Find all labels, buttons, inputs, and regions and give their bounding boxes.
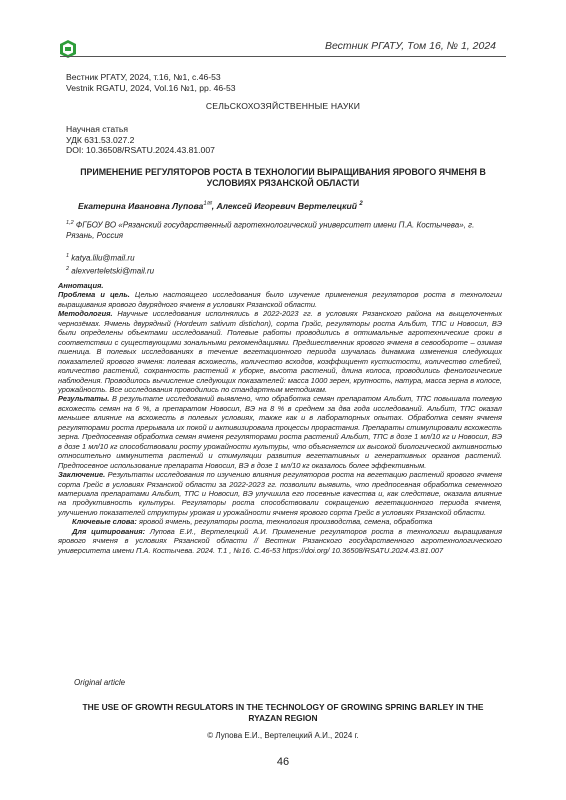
authors [78, 200, 363, 211]
email-item [66, 251, 154, 264]
doi-link[interactable]: DOI: 10.36508/RSATU.2024.43.81.007 [66, 145, 215, 155]
abstract-heading: Аннотация. [58, 281, 104, 290]
section-heading: СЕЛЬСКОХОЗЯЙСТВЕННЫЕ НАУКИ [205, 101, 361, 111]
results-text: В результате исследований выявлено, что обработка семян препаратом Альбит, ТПС повышала полевую всхожесть семян на 6 %, а препаратом Новосил, ВЭ на 8 % в среднем за два года исследований. Альбит, ТПС оказал меньшее влияние на всхожесть в полевых условиях, также как и в лабораторных опытах. Обработка семян ячменя регуляторами роста прерывала их покой и активизировала процессы прорастания. Препараты стимулировали всхожесть зерна. Предпосевная обработка семян ячменя регуляторами роста растений Альбит, ТПС в дозе 1 мл/10 кг и Новосил, ВЭ в дозе 1 мл/10 кг способствовали росту урожайности культуры, что объясняется их высокой биологической активностью относительно иммунитета растений и стимуляции развития вегетативных и генеративных органов растений. Предпосевное использование препарата Новосил, ВЭ в дозе 1 мл/10 кг оказалось более эффективным. [58, 394, 502, 470]
email-link[interactable]: alexverteletski@mail.ru [71, 266, 155, 276]
citation-en: Vestnik RGATU, 2024, Vol.16 №1, pp. 46-53 [66, 83, 236, 93]
goal-label: Проблема и цель. [58, 290, 130, 300]
email-sup: 1 [66, 253, 70, 259]
article-title-ru: ПРИМЕНЕНИЕ РЕГУЛЯТОРОВ РОСТА В ТЕХНОЛОГИИ ВЫРАЩИВАНИЯ ЯРОВОГО ЯЧМЕНЯ В УСЛОВИЯХ РЯЗАНСКОЙ ОБЛАСТИ [80, 167, 486, 188]
keywords-text: яровой ячмень, регуляторы роста, технология производства, семена, обработка [138, 517, 433, 527]
header-divider [60, 56, 506, 57]
cite-label: Для цитирования: [72, 526, 146, 536]
author-name: Алексей Игоревич Вертелецкий [216, 200, 357, 211]
affiliation-text: ФГБОУ ВО «Рязанский государственный агротехнологический университет имени П.А. Костычева», г. Рязань, Россия [66, 220, 475, 241]
methods-text: Научные исследования исполнялись в 2022-2023 гг. в условиях Рязанского района на выщелоченных чернозёмах. Ячмень двурядный (Hordeum sativum distichon), сорта Грэйс, регуляторы роста Альбит, ТПС и Новосил, ВЭ были определены объектами исследований. Полевые работы проводились в оптимальные агротехнические сроки в соответствии с существующими зональными рекомендациями. Предшественник ярового ячменя в севообороте – озимая пшеница. В полевых исследованиях в течение вегетационного периода изучалась динамика изменения следующих показателей ярового ячменя: полевая всхожесть, количество всходов, коэффициент кустистости, количество стеблей, количество растений, сохранность растений к уборке, высота растений, длина колоса, проводились фенологические наблюдения. Проводилось вычисление следующих показателей: масса 1000 зерен, крупность, натура, масса зерна в колосе, урожайность. Все исследования проводились по стандартным методикам. [58, 309, 502, 394]
author-sup: 2 [359, 201, 363, 207]
email-link[interactable]: katya.lilu@mail.ru [71, 253, 135, 263]
affiliation [66, 218, 500, 242]
author-sup: 1✉ [203, 201, 212, 207]
keywords-label: Ключевые слова: [72, 517, 137, 527]
journal-header: Вестник РГАТУ, Том 16, № 1, 2024 [324, 40, 496, 52]
citation-ru: Вестник РГАТУ, 2024, т.16, №1, с.46-53 [66, 72, 221, 82]
conclusion-text: Результаты исследования по изучению влияния регуляторов роста на вегетацию растений ярового ячменя сорта Грейс в условиях Рязанской области за 2022-2023 гг. позволили выявить, что предпосевная обработка семенного материала препаратами Альбит, ТПС и Новосил, ВЭ улучшила его посевные качества и, как следствие, оказала влияние на продуктивность культуры. Регуляторы роста способствовали сокращению вегетационного периода ячменя, улучшению показателей структуры урожая и урожайности ячменя ярового сорта Грейс в условиях Рязанской области. [58, 470, 502, 517]
article-meta [66, 124, 215, 156]
email-item [66, 264, 154, 277]
goal-text: Целью настоящего исследования было изучение применения регуляторов роста в технологии выращивания ярового двурядного ячменя в условиях Рязанской области. [58, 290, 502, 309]
author-separator: , [211, 200, 217, 211]
copyright: © Лупова Е.И., Вертелецкий А.И., 2024 г. [207, 731, 359, 740]
conclusion-label: Заключение. [58, 470, 106, 480]
abstract [58, 281, 502, 555]
cite-text: Лупова Е.И., Вертелецкий А.И. Применение регуляторов роста в технологии выращивания ярового ячменя в условиях Рязанской области // Вестник Рязанского государственного агротехнологического университета имени П.А. Костычева. 2024. Т.1 , №16. С.46-53 https://doi.org/ 10.36508/RSATU.2024.43.81.007 [58, 526, 502, 555]
original-article-label: Original article [74, 678, 126, 687]
affiliation-sup: 1,2 [66, 220, 74, 226]
email-list [66, 251, 154, 276]
results-label: Результаты. [58, 394, 110, 404]
methods-label: Методология. [58, 309, 113, 319]
email-sup: 2 [66, 265, 70, 272]
journal-citation [66, 72, 236, 94]
udk: УДК 631.53.027.2 [66, 134, 135, 145]
article-title-en: THE USE OF GROWTH REGULATORS IN THE TECHNOLOGY OF GROWING SPRING BARLEY IN THE RYAZAN REGION [82, 702, 484, 723]
article-type: Научная статья [66, 124, 129, 134]
page-number: 46 [276, 756, 290, 768]
author-name: Екатерина Ивановна Лупова [78, 200, 204, 211]
